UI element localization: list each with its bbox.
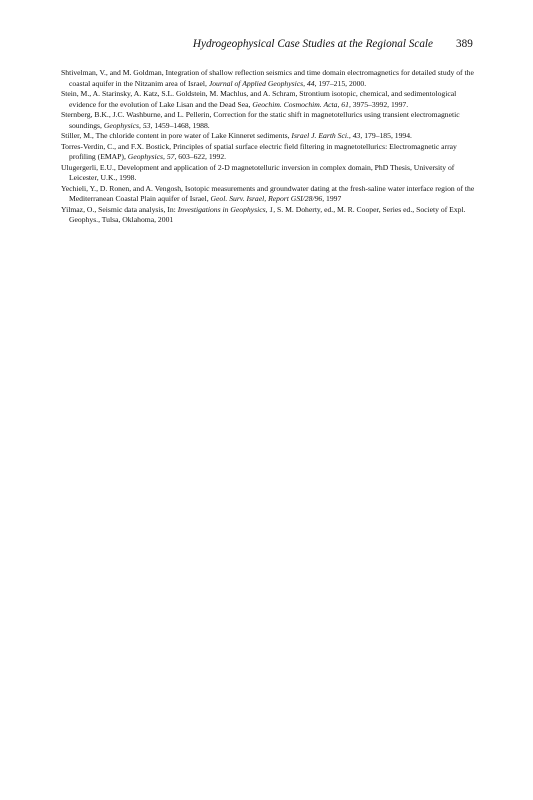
reference-text: Shtivelman, V., and M. Goldman, Integration of shallow reflection seismics and time domain electromagnetics for detailed study of the coastal aquifer in the Nitzanim area of Israel,	[61, 68, 474, 88]
reference-entry	[61, 110, 479, 131]
reference-text: Stiller, M., The chloride content in pore water of Lake Kinneret sediments,	[61, 131, 292, 140]
reference-entry	[61, 142, 479, 163]
reference-text: S. M. Doherty, ed., M. R. Cooper, Series ed., Society of Expl. Geophys., Tulsa, Oklahoma, 2001	[69, 204, 466, 224]
reference-entry	[61, 131, 479, 142]
reference-entry	[61, 89, 479, 110]
reference-text: Ulugergerli, E.U., Development and application of 2-D magnetotelluric inversion in complex domain, PhD Thesis, University of Leicester, U.K., 1998.	[61, 162, 455, 182]
reference-list	[61, 68, 479, 226]
reference-text: 1997	[324, 194, 342, 203]
reference-source: Israel J. Earth Sci., 43,	[291, 131, 363, 140]
reference-entry	[61, 68, 479, 89]
reference-source: Geophysics, 57,	[127, 152, 177, 161]
reference-source: Journal of Applied Geophysics, 44,	[208, 78, 317, 88]
reference-text: Sternberg, B.K., J.C. Washburne, and L. Pellerin, Correction for the static shift in magnetotellurics using transient electromagnetic soundings,	[61, 110, 460, 130]
reference-text: 3975–3992, 1997.	[350, 99, 409, 109]
reference-entry	[61, 205, 479, 226]
reference-text: 197–215, 2000.	[316, 78, 367, 88]
reference-text: 1459–1468, 1988.	[152, 120, 210, 130]
reference-text: Yilmaz, O., Seismic data analysis, In:	[61, 204, 178, 214]
reference-entry	[61, 163, 479, 184]
reference-text: Yechieli, Y., D. Ronen, and A. Vengosh, Isotopic measurements and groundwater dating at the fresh-saline water interface region of the Mediterranean Coastal Plain aquifer of Israel,	[61, 183, 475, 203]
page-header	[0, 38, 533, 52]
reference-source: Geophysics, 53,	[103, 120, 153, 130]
reference-source: Geol. Surv. Israel, Report GSI/28/96,	[210, 194, 325, 203]
reference-text: 179–185, 1994.	[362, 131, 412, 140]
reference-text: Torres-Verdin, C., and F.X. Bostick, Principles of spatial surface electric field filtering in magnetotellurics: Electromagnetic array profiling (EMAP),	[61, 141, 457, 161]
running-title: Hydrogeophysical Case Studies at the Regional Scale	[192, 38, 433, 50]
reference-source: Investigations in Geophysics, 1,	[177, 204, 276, 214]
reference-source: Geochim. Cosmochim. Acta, 61,	[252, 99, 351, 109]
page-number: 389	[456, 38, 473, 50]
reference-entry	[61, 184, 479, 205]
reference-text: Stein, M., A. Starinsky, A. Katz, S.L. Goldstein, M. Machlus, and A. Schram, Strontium isotopic, chemical, and sedimentological evidence for the evolution of Lake Lisan and the Dead Sea,	[61, 89, 457, 109]
reference-text: 603–622, 1992.	[176, 152, 227, 161]
